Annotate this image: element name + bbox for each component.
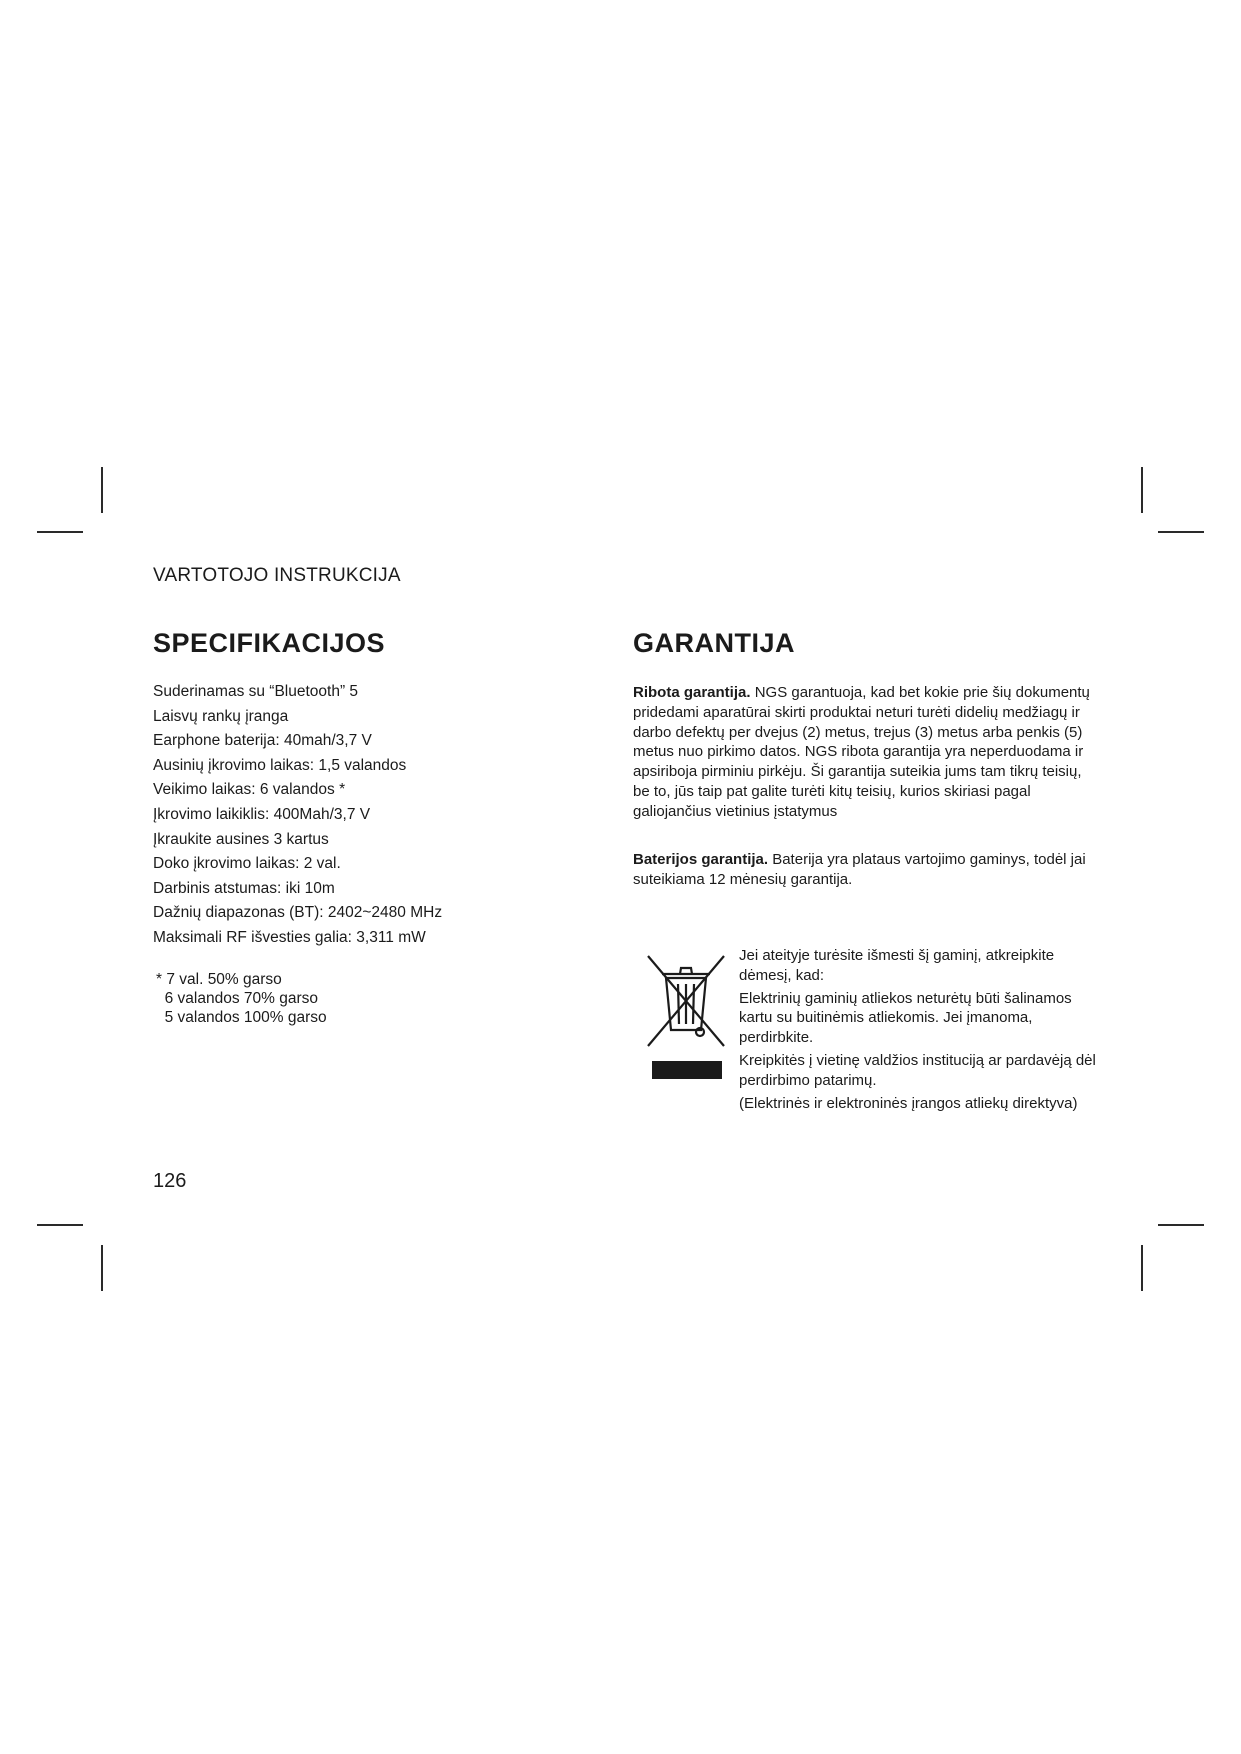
note-line: * 7 val. 50% garso xyxy=(156,971,282,988)
disposal-info xyxy=(739,946,1099,1116)
spec-item: Įkrovimo laikiklis: 400Mah/3,7 V xyxy=(153,805,371,823)
crop-mark xyxy=(37,531,83,533)
page-number: 126 xyxy=(153,1170,187,1192)
specifications-list xyxy=(153,680,442,951)
battery-warranty-paragraph xyxy=(633,850,1093,890)
spec-item: Suderinamas su “Bluetooth” 5 xyxy=(153,683,359,700)
crop-mark xyxy=(1141,467,1143,513)
limited-warranty-text: NGS garantuoja, kad bet kokie prie šių dokumentų pridedami aparatūrai skirti produktai neturi turėti didelių medžiagų ir darbo defektų per dvejus (2) metus, trejus (3) metus arba penkis (5) metus nuo pirkimo datos. NGS ribota garantija yra neperduodama ir apsiriboja pirminiu pirkėju. Ši garantija suteikia jums tam tikrų teisių, be to, jūs taip pat galite turėti kitų teisių, kurios skiriasi pagal galiojančius vietinius įstatymus xyxy=(633,684,1090,820)
page-header: VARTOTOJO INSTRUKCIJA xyxy=(153,565,401,586)
disposal-paragraph: (Elektrinės ir elektroninės įrangos atliekų direktyva) xyxy=(739,1094,1078,1112)
crop-mark xyxy=(37,1224,83,1226)
spec-item: Darbinis atstumas: iki 10m xyxy=(153,879,335,897)
spec-item: Maksimali RF išvesties galia: 3,311 mW xyxy=(153,928,426,946)
spec-item: Earphone baterija: 40mah/3,7 V xyxy=(153,732,372,750)
limited-warranty-label: Ribota garantija. xyxy=(633,684,751,701)
warranty-heading: GARANTIJA xyxy=(633,628,796,658)
spec-item: Doko įkrovimo laikas: 2 val. xyxy=(153,855,341,873)
disposal-paragraph: Kreipkitės į vietinę valdžios instituciją ar pardavėją dėl perdirbimo patarimų. xyxy=(739,1051,1096,1089)
spec-item: Įkraukite ausines 3 kartus xyxy=(153,830,329,848)
limited-warranty-paragraph xyxy=(633,683,1093,822)
weee-crossed-bin-icon xyxy=(644,950,728,1080)
note-line: 5 valandos 100% garso xyxy=(156,1009,327,1026)
crop-mark xyxy=(1158,531,1204,533)
disposal-paragraph: Jei ateityje turėsite išmesti šį gaminį, atkreipkite dėmesį, kad: xyxy=(739,947,1055,984)
battery-warranty-text: Baterija yra plataus vartojimo gaminys, todėl jai suteikiama 12 mėnesių garantija. xyxy=(633,851,1086,888)
battery-notes xyxy=(156,970,327,1027)
spec-item: Veikimo laikas: 6 valandos * xyxy=(153,781,346,799)
crop-mark xyxy=(101,1245,103,1291)
spec-item: Dažnių diapazonas (BT): 2402~2480 MHz xyxy=(153,904,443,922)
specifications-heading: SPECIFIKACIJOS xyxy=(153,628,386,658)
crop-mark xyxy=(1141,1245,1143,1291)
spec-item: Laisvų rankų įranga xyxy=(153,707,289,725)
crop-mark xyxy=(101,467,103,513)
disposal-paragraph: Elektrinių gaminių atliekos neturėtų būti šalinamos kartu su buitinėmis atliekomis. Jei įmanoma, perdirbkite. xyxy=(739,989,1072,1047)
crop-mark xyxy=(1158,1224,1204,1226)
spec-item: Ausinių įkrovimo laikas: 1,5 valandos xyxy=(153,756,407,774)
battery-warranty-label: Baterijos garantija. xyxy=(633,851,769,868)
note-line: 6 valandos 70% garso xyxy=(156,990,318,1007)
